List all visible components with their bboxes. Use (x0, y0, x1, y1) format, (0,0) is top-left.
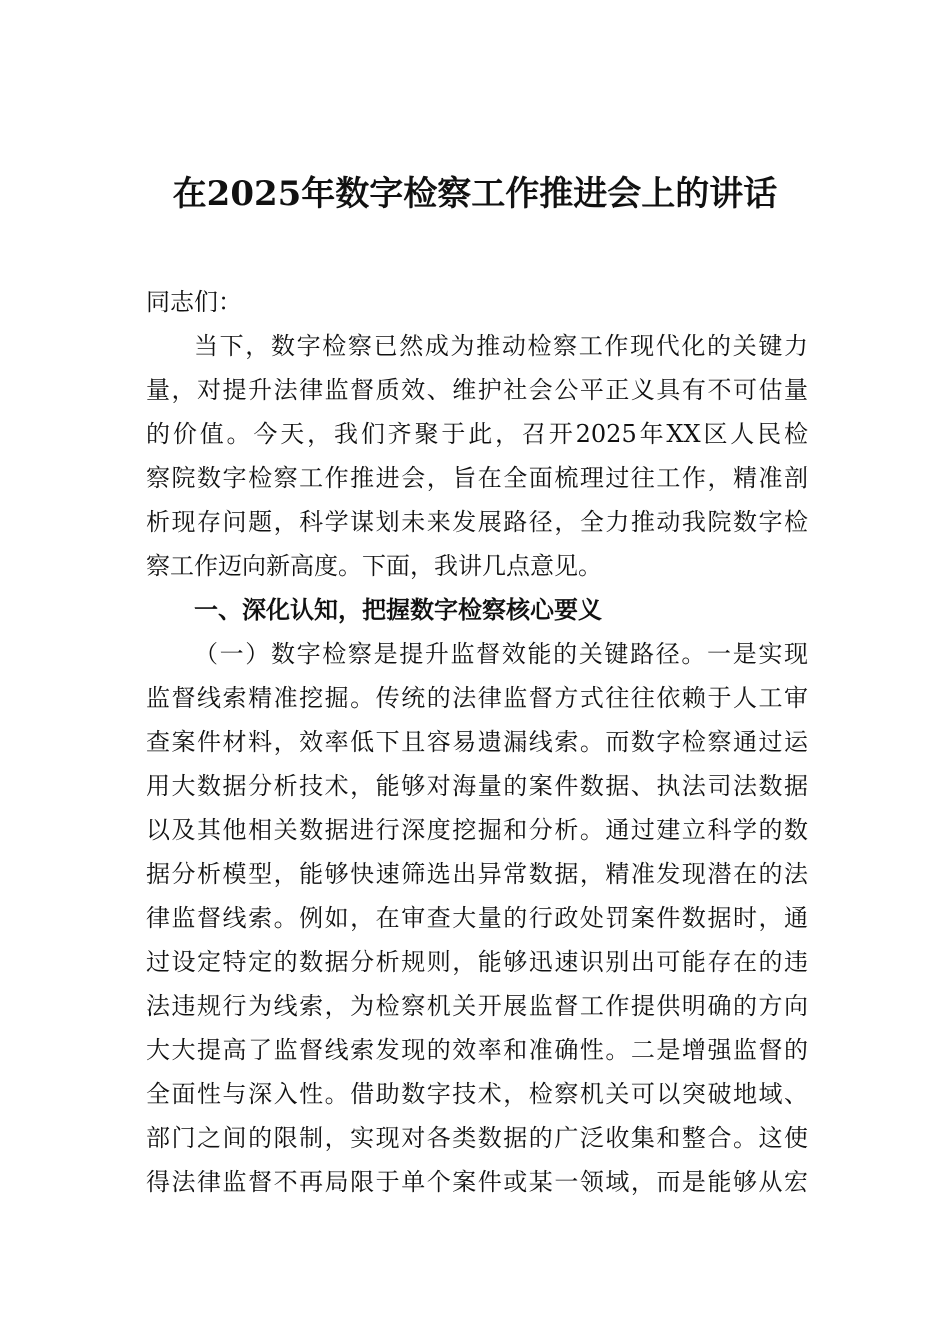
paragraph-line: 查案件材料，效率低下且容易遗漏线索。而数字检察通过运 (146, 728, 808, 756)
paragraph-line: 大大提高了监督线索发现的效率和准确性。二是增强监督的 (146, 1036, 808, 1064)
paragraph-line: 当下，数字检察已然成为推动检察工作现代化的关键力 (194, 332, 808, 360)
paragraph-line: 析现存问题，科学谋划未来发展路径，全力推动我院数字检 (146, 508, 808, 536)
paragraph-line: 以及其他相关数据进行深度挖掘和分析。通过建立科学的数 (146, 816, 808, 844)
salutation: 同志们： (146, 288, 242, 316)
paragraph-line: 据分析模型，能够快速筛选出异常数据，精准发现潜在的法 (146, 860, 808, 888)
section-heading: 一、深化认知，把握数字检察核心要义 (194, 596, 602, 624)
paragraph-line: （一）数字检察是提升监督效能的关键路径。一是实现 (194, 640, 808, 668)
paragraph-line: 的价值。今天，我们齐聚于此，召开2025年XX区人民检 (146, 420, 808, 448)
paragraph-line: 得法律监督不再局限于单个案件或某一领域，而是能够从宏 (146, 1168, 808, 1196)
paragraph-line: 法违规行为线索，为检察机关开展监督工作提供明确的方向 (146, 992, 808, 1020)
paragraph-line: 用大数据分析技术，能够对海量的案件数据、执法司法数据 (146, 772, 808, 800)
paragraph-line: 监督线索精准挖掘。传统的法律监督方式往往依赖于人工审 (146, 684, 808, 712)
paragraph-line: 察工作迈向新高度。下面，我讲几点意见。 (146, 552, 602, 580)
paragraph-line: 全面性与深入性。借助数字技术，检察机关可以突破地域、 (146, 1080, 808, 1108)
paragraph-line: 量，对提升法律监督质效、维护社会公平正义具有不可估量 (146, 376, 808, 404)
paragraph-line: 察院数字检察工作推进会，旨在全面梳理过往工作，精准剖 (146, 464, 808, 492)
paragraph-line: 过设定特定的数据分析规则，能够迅速识别出可能存在的违 (146, 948, 808, 976)
paragraph-line: 律监督线索。例如，在审查大量的行政处罚案件数据时，通 (146, 904, 808, 932)
paragraph-line: 部门之间的限制，实现对各类数据的广泛收集和整合。这使 (146, 1124, 808, 1152)
document-title: 在2025年数字检察工作推进会上的讲话 (172, 174, 778, 214)
